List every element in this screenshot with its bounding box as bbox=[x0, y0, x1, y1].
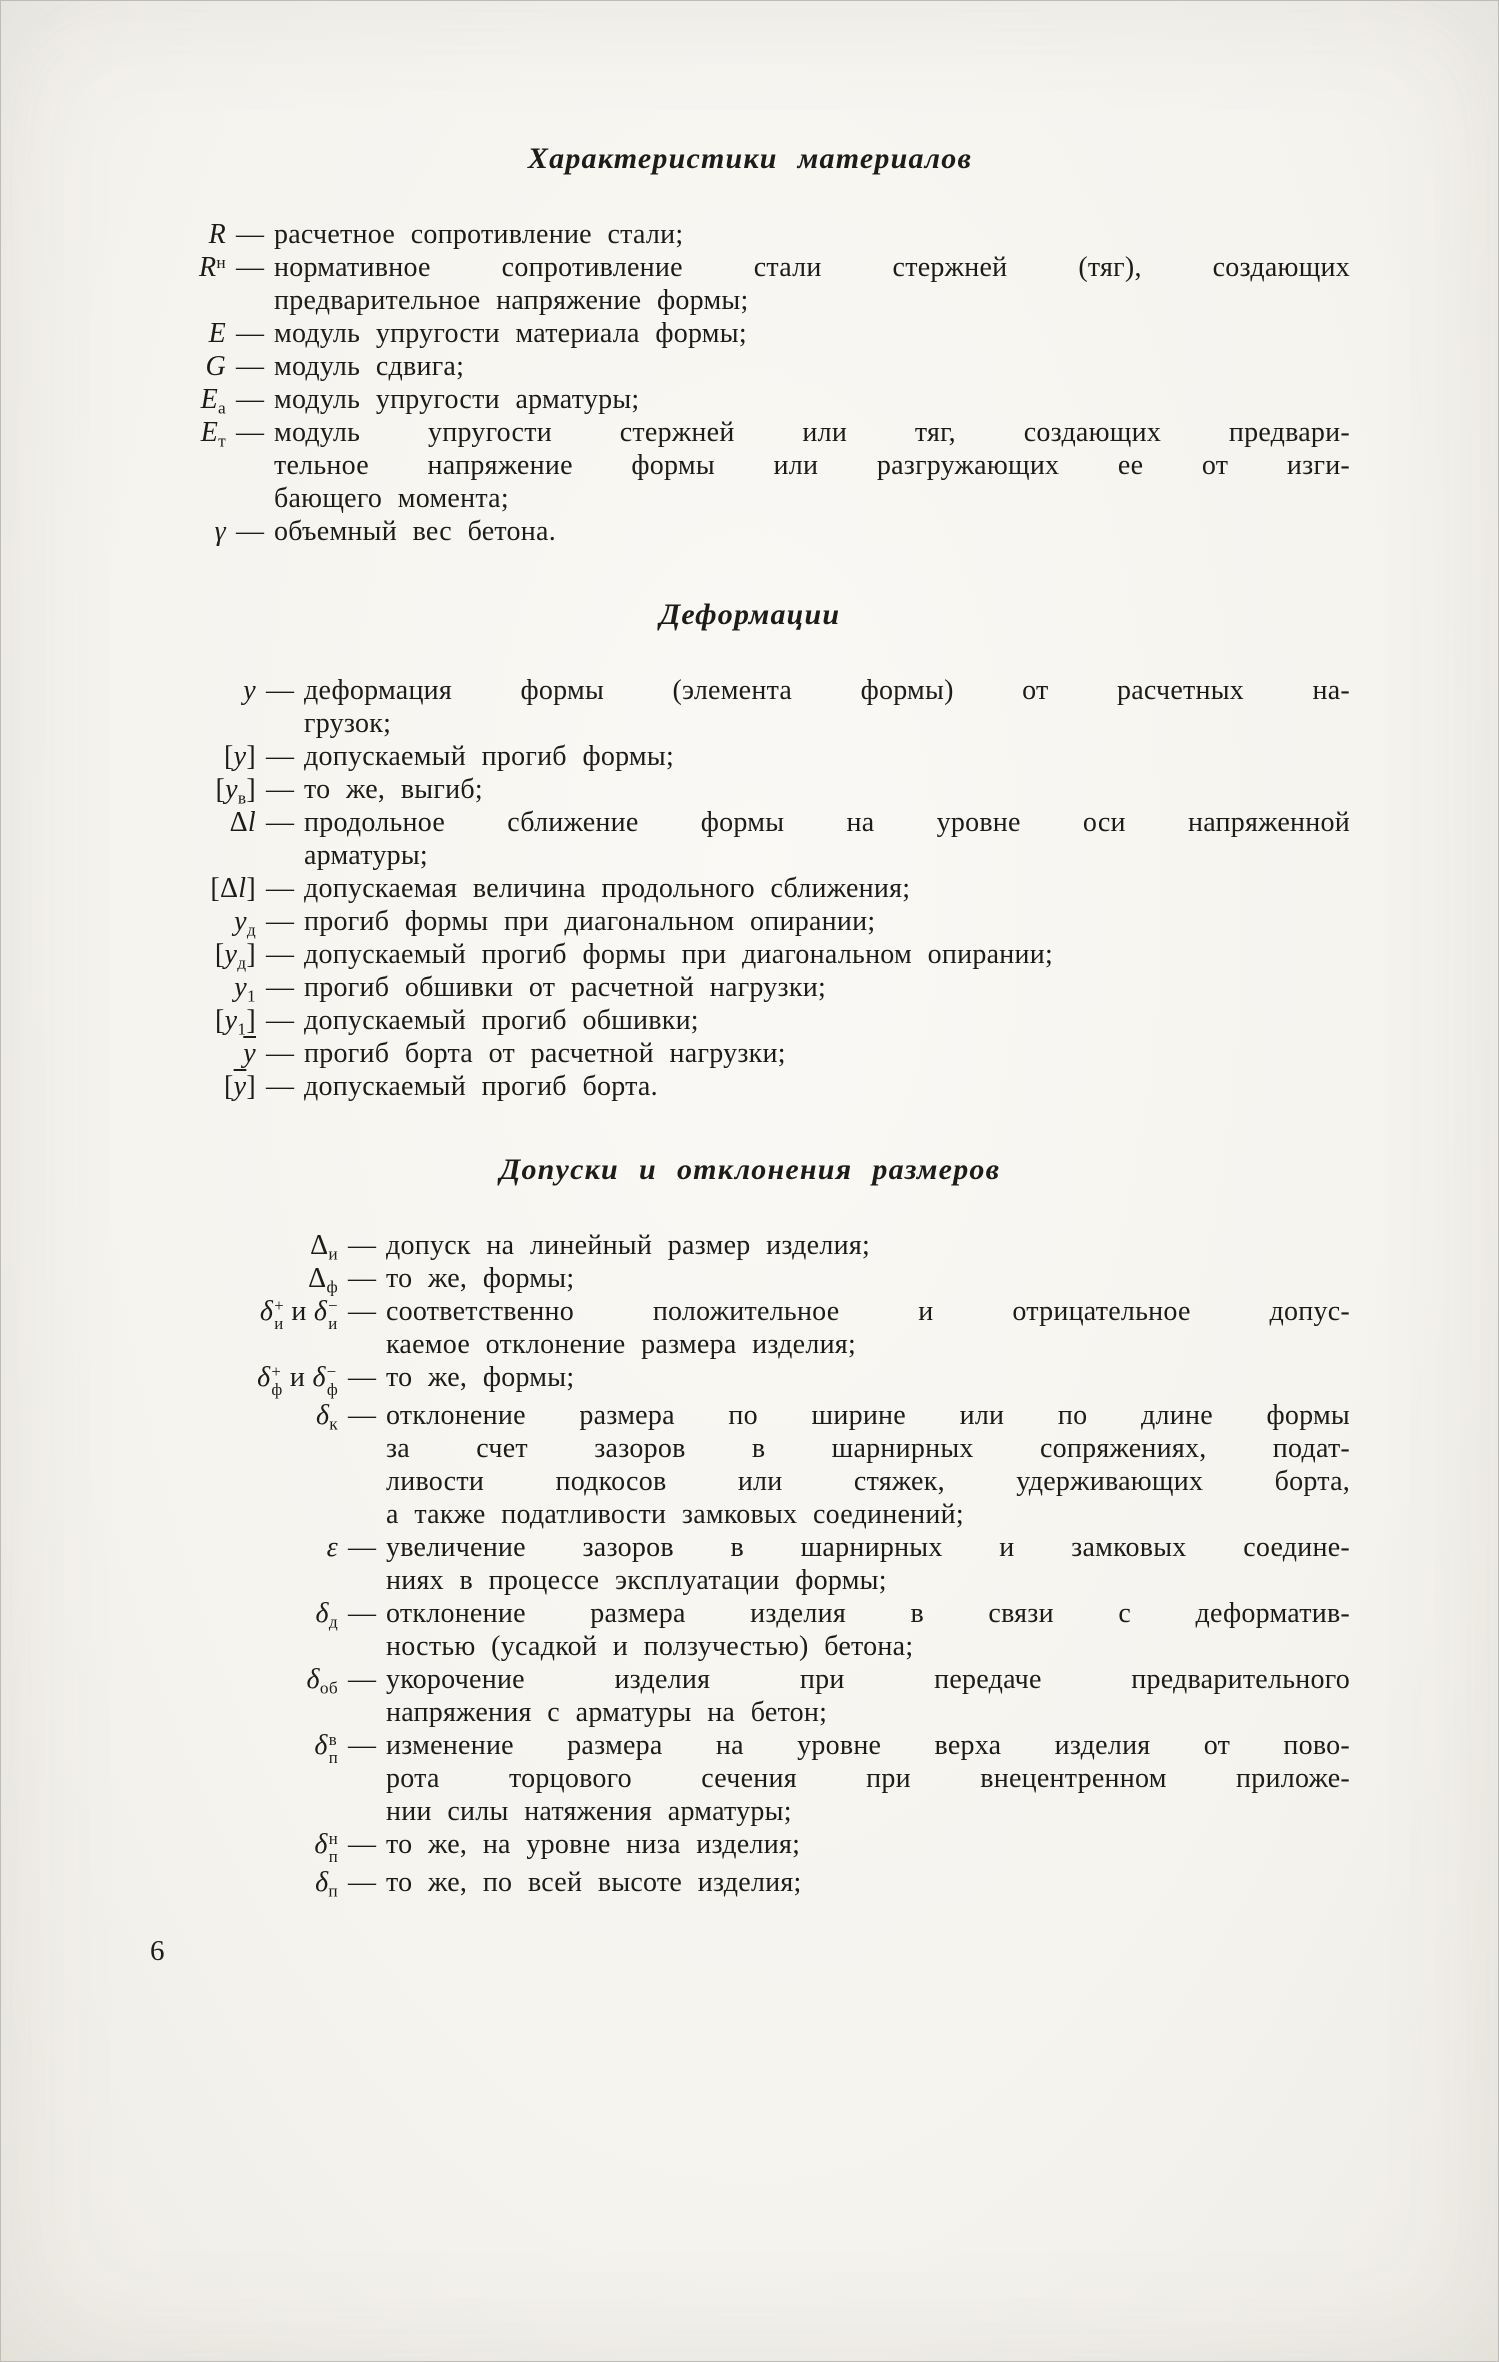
symbol-part bbox=[308, 1263, 338, 1297]
entry-definition bbox=[386, 1663, 1350, 1729]
symbol-text: [ bbox=[224, 1071, 234, 1102]
entry-row bbox=[150, 905, 1350, 938]
symbol-part bbox=[205, 351, 226, 382]
entry-definition bbox=[304, 938, 1350, 971]
symbol-base: δ bbox=[314, 1829, 328, 1861]
entry-definition bbox=[274, 350, 1350, 383]
symbol-part bbox=[224, 1005, 247, 1039]
symbol-index-stack bbox=[328, 1297, 338, 1333]
symbol-text: и bbox=[284, 1296, 314, 1327]
symbol-base: y bbox=[224, 1005, 238, 1036]
entry-dash: — bbox=[266, 1071, 294, 1102]
symbol-base: $\overline{y}$ bbox=[243, 1038, 256, 1069]
entry-dash: — bbox=[236, 219, 264, 250]
entry-dash: — bbox=[348, 1829, 376, 1861]
entry-row bbox=[150, 251, 1350, 317]
entry-definition bbox=[386, 1597, 1350, 1663]
entry-row bbox=[150, 317, 1350, 350]
symbol-base: y bbox=[243, 675, 256, 706]
symbol-subscript: д bbox=[246, 920, 256, 940]
entry-symbol bbox=[150, 1229, 338, 1262]
symbol-subscript: т bbox=[218, 431, 226, 451]
entry-dash: — bbox=[266, 1038, 294, 1069]
symbol-index-stack bbox=[274, 1297, 284, 1333]
entry-row bbox=[150, 971, 1350, 1004]
entry-row bbox=[150, 1361, 1350, 1399]
symbol-base: δ bbox=[315, 1400, 330, 1432]
symbol-base: R bbox=[199, 252, 217, 283]
definition-line: допускаемый прогиб формы при диагональном опирании; bbox=[304, 939, 1054, 970]
entry-definition bbox=[386, 1295, 1350, 1361]
symbol-base: l bbox=[247, 807, 256, 838]
entry-definition bbox=[304, 905, 1350, 938]
symbol-base: Δ bbox=[229, 807, 248, 838]
entry-definition bbox=[386, 1531, 1350, 1597]
symbol-subscript: ф bbox=[271, 1379, 283, 1399]
entry-row bbox=[150, 1070, 1350, 1103]
definition-line: то же, по всей высоте изделия; bbox=[386, 1867, 802, 1899]
symbol-part bbox=[313, 1295, 338, 1333]
symbol-part bbox=[225, 774, 247, 808]
symbol-part bbox=[314, 1828, 338, 1866]
entry-symbol bbox=[150, 1295, 338, 1333]
symbol-text: ] bbox=[246, 873, 256, 904]
definition-line: рота торцового сечения при внецентренном приложе- bbox=[386, 1763, 1350, 1795]
entry-dash: — bbox=[266, 741, 294, 772]
symbol-part bbox=[234, 741, 247, 772]
symbol-part bbox=[312, 1361, 338, 1399]
definition-line: то же, выгиб; bbox=[304, 774, 483, 805]
entry-row bbox=[150, 515, 1350, 548]
symbol-part bbox=[200, 384, 226, 418]
symbol-part bbox=[209, 318, 226, 349]
entry-row bbox=[150, 218, 1350, 251]
symbol-text: ] bbox=[246, 939, 256, 970]
definition-line: модуль упругости арматуры; bbox=[274, 384, 640, 415]
entry-definition bbox=[386, 1729, 1350, 1828]
entry-definition bbox=[304, 872, 1350, 905]
symbol-subscript: и bbox=[274, 1313, 284, 1333]
symbol-base: δ bbox=[306, 1664, 320, 1696]
symbol-part bbox=[199, 252, 226, 283]
symbol-subscript: 1 bbox=[247, 986, 256, 1006]
symbol-base: y bbox=[234, 972, 248, 1003]
entry-dash: — bbox=[348, 1867, 376, 1899]
entry-dash: — bbox=[348, 1730, 376, 1762]
symbol-text: [ bbox=[214, 939, 225, 970]
definition-line: арматуры; bbox=[304, 840, 428, 871]
entry-row bbox=[150, 1229, 1350, 1262]
symbol-base: G bbox=[205, 351, 226, 382]
entry-definition bbox=[274, 515, 1350, 548]
symbol-subscript: а bbox=[217, 398, 226, 418]
definition-line: предварительное напряжение формы; bbox=[274, 285, 749, 316]
entry-symbol bbox=[150, 905, 256, 938]
symbol-base: E bbox=[200, 384, 218, 415]
definition-line: допуск на линейный размер изделия; bbox=[386, 1230, 870, 1261]
entry-dash: — bbox=[348, 1598, 376, 1630]
symbol-base: E bbox=[208, 318, 226, 349]
entry-symbol bbox=[150, 674, 256, 707]
entry-row bbox=[150, 1729, 1350, 1828]
entry-row bbox=[150, 383, 1350, 416]
symbol-part bbox=[243, 1038, 256, 1069]
symbol-base: δ bbox=[259, 1296, 274, 1327]
entry-row bbox=[150, 1037, 1350, 1070]
entry-definition bbox=[304, 806, 1350, 872]
entry-dash: — bbox=[266, 675, 294, 706]
symbol-index-stack bbox=[327, 1363, 338, 1399]
entry-symbol bbox=[150, 1866, 338, 1899]
definition-line: бающего момента; bbox=[274, 483, 509, 514]
entry-dash: — bbox=[266, 807, 294, 838]
entry-definition bbox=[274, 218, 1350, 251]
entry-dash: — bbox=[236, 351, 264, 382]
definition-line: нормативное сопротивление стали стержней (тяг), создающих bbox=[274, 252, 1350, 283]
symbol-subscript: д bbox=[328, 1612, 338, 1632]
symbol-index-stack bbox=[271, 1363, 282, 1399]
symbol-subscript: п bbox=[328, 1846, 338, 1866]
entry-symbol bbox=[150, 1399, 338, 1432]
symbol-part bbox=[248, 807, 256, 838]
symbol-subscript: ф bbox=[326, 1277, 338, 1297]
sections bbox=[150, 140, 1350, 1899]
entry-row bbox=[150, 806, 1350, 872]
symbol-index-stack bbox=[329, 1830, 338, 1866]
entry-definition bbox=[304, 1037, 1350, 1070]
symbol-subscript: и bbox=[328, 1313, 338, 1333]
symbol-part bbox=[315, 1867, 338, 1901]
entry-symbol bbox=[150, 971, 256, 1004]
symbol-base: $\overline{y}$ bbox=[233, 1071, 247, 1102]
entry-row bbox=[150, 1004, 1350, 1037]
symbol-base: y bbox=[225, 774, 238, 805]
entry-symbol bbox=[150, 1828, 338, 1866]
symbol-base: y bbox=[224, 939, 238, 970]
entry-symbol bbox=[150, 218, 226, 251]
entry-row bbox=[150, 1663, 1350, 1729]
entry-symbol bbox=[150, 1037, 256, 1070]
entry-symbol bbox=[150, 1262, 338, 1295]
symbol-text: ] bbox=[246, 1071, 256, 1102]
symbol-subscript: д bbox=[237, 953, 247, 973]
entry-symbol bbox=[150, 317, 226, 350]
entry-dash: — bbox=[266, 873, 294, 904]
symbol-text: [ bbox=[215, 1005, 225, 1036]
symbol-superscript: − bbox=[328, 1295, 338, 1315]
entry-symbol bbox=[150, 740, 256, 773]
definition-line: модуль сдвига; bbox=[274, 351, 465, 382]
symbol-subscript: в bbox=[237, 788, 247, 808]
entry-symbol bbox=[150, 1729, 338, 1767]
symbol-base: Δ bbox=[310, 1230, 329, 1261]
definition-line: грузок; bbox=[304, 708, 392, 739]
entry-symbol bbox=[150, 773, 256, 806]
entry-definition bbox=[274, 317, 1350, 350]
symbol-part bbox=[200, 417, 226, 451]
entry-row bbox=[150, 350, 1350, 383]
symbol-superscript: − bbox=[326, 1361, 337, 1381]
entry-definition bbox=[274, 383, 1350, 416]
definition-line: модуль упругости стержней или тяг, создающих предвари- bbox=[274, 417, 1350, 448]
symbol-base: δ bbox=[312, 1362, 326, 1393]
symbol-superscript: н bbox=[216, 253, 226, 273]
symbol-superscript: + bbox=[271, 1361, 282, 1381]
entry-row bbox=[150, 1828, 1350, 1866]
definition-line: продольное сближение формы на уровне оси напряженной bbox=[304, 807, 1350, 838]
symbol-base: δ bbox=[315, 1867, 329, 1899]
symbol-base: y bbox=[233, 741, 247, 772]
definition-line: расчетное сопротивление стали; bbox=[274, 219, 684, 250]
definition-line: ниях в процессе эксплуатации формы; bbox=[386, 1565, 887, 1597]
definition-line: то же, формы; bbox=[386, 1362, 575, 1393]
symbol-text: ] bbox=[246, 741, 256, 772]
entry-dash: — bbox=[348, 1400, 376, 1432]
entry-dash: — bbox=[348, 1263, 376, 1294]
entry-row bbox=[150, 1866, 1350, 1899]
symbol-base: γ bbox=[214, 516, 226, 547]
definition-line: объемный вес бетона. bbox=[274, 516, 556, 547]
definition-line: прогиб формы при диагональном опирании; bbox=[304, 906, 876, 937]
entry-row bbox=[150, 416, 1350, 515]
entry-row bbox=[150, 740, 1350, 773]
entry-definition bbox=[386, 1229, 1350, 1262]
entry-dash: — bbox=[348, 1296, 376, 1327]
entry-definition bbox=[386, 1361, 1350, 1394]
symbol-subscript: и bbox=[328, 1244, 338, 1264]
entry-dash: — bbox=[236, 516, 264, 547]
definition-line: допускаемый прогиб обшивки; bbox=[304, 1005, 699, 1036]
entry-dash: — bbox=[266, 972, 294, 1003]
entry-symbol bbox=[150, 1663, 338, 1696]
symbol-subscript: ф bbox=[326, 1379, 338, 1399]
symbol-part bbox=[306, 1664, 338, 1698]
section-title: Допуски и отклонения размеров bbox=[499, 1153, 1001, 1186]
definition-line: то же, формы; bbox=[386, 1263, 575, 1294]
symbol-base: δ bbox=[313, 1296, 328, 1327]
entry-row bbox=[150, 1262, 1350, 1295]
entry-dash: — bbox=[348, 1230, 376, 1261]
entry-symbol bbox=[150, 938, 256, 971]
entry-symbol bbox=[150, 1004, 256, 1037]
symbol-base: l bbox=[238, 873, 247, 904]
entry-symbol bbox=[150, 350, 226, 383]
definition-line: каемое отклонение размера изделия; bbox=[386, 1329, 856, 1360]
definition-line: ливости подкосов или стяжек, удерживающих борта, bbox=[386, 1466, 1350, 1498]
definition-line: прогиб обшивки от расчетной нагрузки; bbox=[304, 972, 826, 1003]
definition-line: укорочение изделия при передаче предварительного bbox=[386, 1664, 1350, 1696]
definition-line: а также податливости замковых соединений; bbox=[386, 1499, 964, 1531]
entry-dash: — bbox=[348, 1362, 376, 1393]
symbol-text: [ bbox=[210, 873, 220, 904]
entry-symbol bbox=[150, 416, 226, 449]
entry-definition bbox=[386, 1866, 1350, 1899]
section-title: Характеристики материалов bbox=[527, 142, 973, 175]
entry-row bbox=[150, 1531, 1350, 1597]
symbol-base: δ bbox=[315, 1598, 329, 1630]
entry-definition bbox=[274, 416, 1350, 515]
entry-dash: — bbox=[236, 417, 264, 448]
symbol-part bbox=[243, 675, 256, 706]
entry-symbol bbox=[150, 1531, 338, 1564]
symbol-subscript: об bbox=[319, 1678, 338, 1698]
definition-line: деформация формы (элемента формы) от расчетных на- bbox=[304, 675, 1350, 706]
symbol-part bbox=[259, 1295, 285, 1333]
entry-symbol bbox=[150, 872, 256, 905]
symbol-superscript: в bbox=[328, 1729, 337, 1749]
entry-dash: — bbox=[266, 906, 294, 937]
symbol-part bbox=[209, 219, 226, 250]
definition-line: допускаемый прогиб формы; bbox=[304, 741, 674, 772]
entry-row bbox=[150, 872, 1350, 905]
entry-dash: — bbox=[266, 1005, 294, 1036]
entry-definition bbox=[304, 971, 1350, 1004]
symbol-part bbox=[314, 1729, 338, 1767]
symbol-index-stack bbox=[329, 1731, 338, 1767]
symbol-part bbox=[315, 1400, 338, 1434]
entry-definition bbox=[386, 1399, 1350, 1531]
entry-row bbox=[150, 1295, 1350, 1361]
entry-row bbox=[150, 1399, 1350, 1531]
entry-dash: — bbox=[266, 774, 294, 805]
entry-dash: — bbox=[348, 1664, 376, 1696]
section-2 bbox=[150, 1151, 1350, 1899]
symbol-superscript: н bbox=[328, 1828, 338, 1848]
definition-line: напряжения с арматуры на бетон; bbox=[386, 1697, 828, 1729]
symbol-subscript: к bbox=[329, 1414, 338, 1434]
symbol-part bbox=[315, 1598, 338, 1632]
symbol-part bbox=[220, 873, 238, 904]
entry-row bbox=[150, 773, 1350, 806]
definition-line: за счет зазоров в шарнирных сопряжениях, подат- bbox=[386, 1433, 1350, 1465]
symbol-part bbox=[234, 906, 256, 940]
entry-definition bbox=[386, 1262, 1350, 1295]
entry-definition bbox=[304, 1004, 1350, 1037]
symbol-part bbox=[234, 972, 256, 1006]
definition-line: допускаемая величина продольного сближения; bbox=[304, 873, 911, 904]
symbol-part bbox=[310, 1230, 338, 1264]
entry-definition bbox=[304, 773, 1350, 806]
entry-symbol bbox=[150, 515, 226, 548]
definition-line: прогиб борта от расчетной нагрузки; bbox=[304, 1038, 786, 1069]
definition-line: отклонение размера изделия в связи с деформатив- bbox=[386, 1598, 1350, 1630]
definition-line: изменение размера на уровне верха изделия от пово- bbox=[386, 1730, 1350, 1762]
symbol-text: ] bbox=[246, 774, 256, 805]
entry-dash: — bbox=[236, 318, 264, 349]
symbol-text: [ bbox=[215, 774, 226, 805]
entry-definition bbox=[304, 674, 1350, 740]
definition-line: нии силы натяжения арматуры; bbox=[386, 1796, 792, 1828]
symbol-base: y bbox=[234, 906, 247, 937]
symbol-superscript: + bbox=[274, 1295, 285, 1315]
definition-line: ностью (усадкой и ползучестью) бетона; bbox=[386, 1631, 914, 1663]
definition-line: увеличение зазоров в шарнирных и замковых соедине- bbox=[386, 1532, 1350, 1564]
symbol-part bbox=[230, 807, 248, 838]
entry-symbol bbox=[150, 251, 226, 284]
symbol-subscript: п bbox=[328, 1881, 338, 1901]
entry-symbol bbox=[150, 1597, 338, 1630]
definition-line: тельное напряжение формы или разгружающих ее от изги- bbox=[274, 450, 1350, 481]
entry-definition bbox=[304, 1070, 1350, 1103]
symbol-text: и bbox=[282, 1362, 313, 1393]
section-0 bbox=[150, 140, 1350, 548]
definition-line: отклонение размера по ширине или по длине формы bbox=[386, 1400, 1350, 1432]
page-number: 6 bbox=[150, 1935, 165, 1968]
entry-definition bbox=[304, 740, 1350, 773]
entry-row bbox=[150, 674, 1350, 740]
entry-dash: — bbox=[348, 1532, 376, 1564]
symbol-base: E bbox=[200, 417, 219, 448]
symbol-base: Δ bbox=[219, 873, 239, 904]
entry-definition bbox=[386, 1828, 1350, 1861]
entry-dash: — bbox=[266, 939, 294, 970]
definition-line: допускаемый прогиб борта. bbox=[304, 1071, 658, 1102]
entry-symbol bbox=[150, 1361, 338, 1399]
symbol-base: δ bbox=[314, 1730, 328, 1762]
entry-row bbox=[150, 1597, 1350, 1663]
symbol-subscript: п bbox=[328, 1747, 338, 1767]
symbol-text: [ bbox=[224, 741, 234, 772]
definition-line: соответственно положительное и отрицательное допус- bbox=[386, 1296, 1350, 1327]
symbol-part bbox=[215, 516, 226, 547]
definition-line: модуль упругости материала формы; bbox=[274, 318, 747, 349]
symbol-base: ε bbox=[326, 1532, 338, 1564]
entry-dash: — bbox=[236, 384, 264, 415]
symbol-part bbox=[234, 1071, 247, 1102]
symbol-subscript: 1 bbox=[237, 1019, 247, 1039]
symbol-base: R bbox=[208, 219, 226, 250]
symbol-text: ] bbox=[246, 1005, 256, 1036]
entry-dash: — bbox=[236, 252, 264, 283]
entry-symbol bbox=[150, 383, 226, 416]
symbol-part bbox=[327, 1532, 338, 1563]
entry-symbol bbox=[150, 1070, 256, 1103]
entry-symbol bbox=[150, 806, 256, 839]
section-1 bbox=[150, 596, 1350, 1103]
symbol-base: δ bbox=[257, 1362, 271, 1393]
definition-line: то же, на уровне низа изделия; bbox=[386, 1829, 801, 1861]
entry-definition bbox=[274, 251, 1350, 317]
symbol-part bbox=[257, 1361, 283, 1399]
section-title: Деформации bbox=[659, 598, 841, 631]
symbol-base: Δ bbox=[308, 1263, 327, 1294]
entry-row bbox=[150, 938, 1350, 971]
symbol-part bbox=[224, 939, 247, 973]
